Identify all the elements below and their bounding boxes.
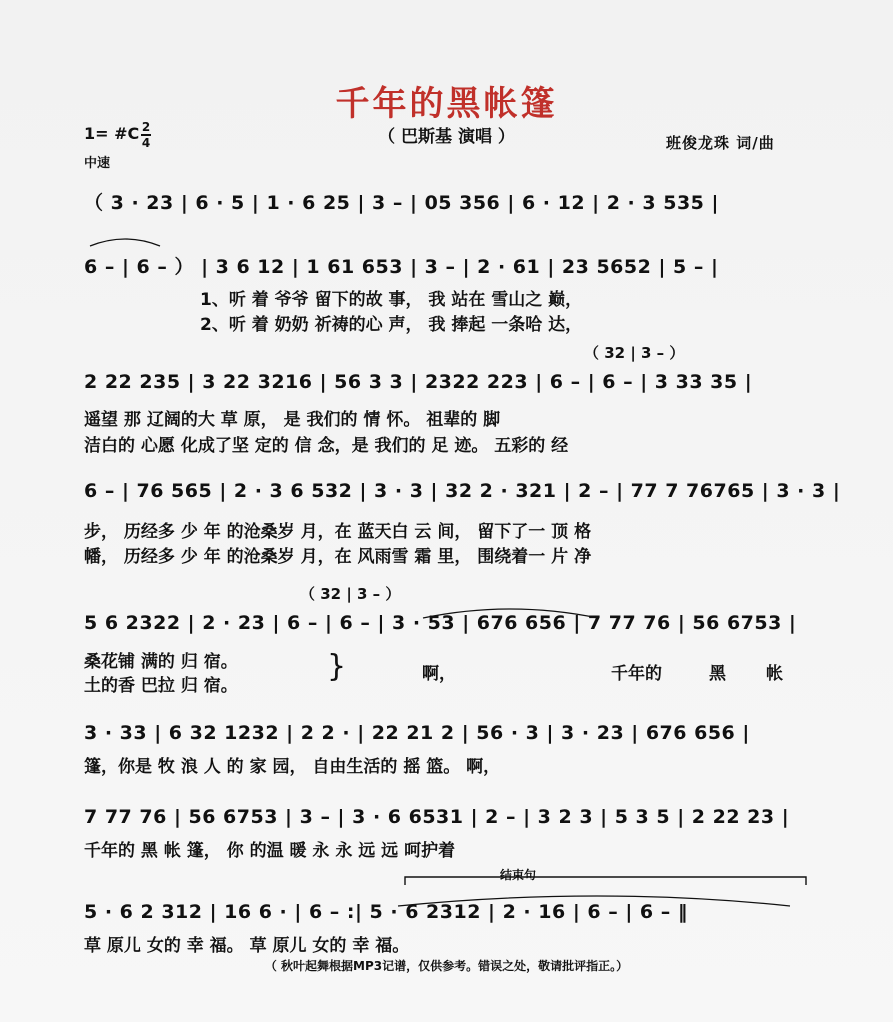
time-signature-top: 2 bbox=[141, 120, 151, 134]
lyric-row-7: 千年的 黑 帐 篷， 你 的温 暖 永 永 远 远 呵护着 bbox=[84, 841, 456, 861]
slur-row-2 bbox=[90, 239, 160, 246]
verse-brace: } bbox=[327, 649, 347, 684]
lyric-row-2-verse-1: 1、听 着 爷爷 留下的故 事， 我 站在 雪山之 巅， bbox=[200, 290, 583, 310]
ending-label: 结束句 bbox=[500, 868, 537, 882]
ending-bracket bbox=[405, 877, 806, 885]
lyric-row-5-mid-2: 千年的 bbox=[611, 664, 662, 684]
slur-row-5 bbox=[423, 609, 598, 618]
slur-row-8 bbox=[398, 896, 790, 906]
lyric-row-5-mid-3: 黑 bbox=[709, 664, 726, 684]
lyric-row-4-verse-2: 幡， 历经多 少 年 的沧桑岁 月，在 风雨雪 霜 里， 围绕着一 片 净 bbox=[84, 547, 592, 567]
time-signature-bottom: 4 bbox=[141, 135, 151, 150]
lyric-row-5-mid-1: 啊， bbox=[422, 664, 456, 684]
lyric-row-4-verse-1: 步， 历经多 少 年 的沧桑岁 月，在 蓝天白 云 间， 留下了一 顶 格 bbox=[84, 522, 592, 542]
notation-row-8: 5 · 6 2 312 | 16 6 · | 6 – :| 5 · 6 2312 | 2 · 16 | 6 – | 6 – ‖ bbox=[84, 901, 688, 923]
lyric-row-8: 草 原儿 女的 幸 福。 草 原儿 女的 幸 福。 bbox=[84, 936, 410, 956]
footer-note: （ 秋叶起舞根据MP3记谱，仅供参考。错误之处，敬请批评指正。） bbox=[264, 959, 629, 973]
singer-credit: （ 巴斯基 演唱 ） bbox=[378, 127, 515, 147]
tempo-marking: 中速 bbox=[84, 156, 111, 171]
notation-row-6: 3 · 33 | 6 32 1232 | 2 2 · | 22 21 2 | 56 · 3 | 3 · 23 | 676 656 | bbox=[84, 722, 750, 744]
page-title: 千年的黑帐篷 bbox=[335, 84, 558, 124]
lyric-row-2-verse-2: 2、听 着 奶奶 祈祷的心 声， 我 捧起 一条哈 达， bbox=[200, 315, 583, 335]
lyric-row-3-verse-2: 洁白的 心愿 化成了坚 定的 信 念，是 我们的 足 迹。 五彩的 经 bbox=[84, 436, 569, 456]
lyric-row-5-verse-2: 土的香 巴拉 归 宿。 bbox=[84, 676, 238, 696]
notation-row-5: 5 6 2322 | 2 · 23 | 6 – | 6 – | 3 · 53 | 676 656 | 7 77 76 | 56 6753 | bbox=[84, 612, 797, 634]
marker-row-3: （ 32 | 3 – ） bbox=[584, 344, 685, 362]
key-signature: 1= #C bbox=[84, 124, 140, 143]
lyric-row-5-mid-4: 帐 bbox=[766, 664, 783, 684]
author-credit: 班俊龙珠 词/曲 bbox=[666, 134, 775, 152]
marker-row-5: （ 32 | 3 – ） bbox=[300, 585, 401, 603]
notation-row-7: 7 77 76 | 56 6753 | 3 – | 3 · 6 6531 | 2 – | 3 2 3 | 5 3 5 | 2 22 23 | bbox=[84, 806, 790, 828]
lyric-row-5-verse-1: 桑花铺 满的 归 宿。 bbox=[84, 652, 238, 672]
notation-row-2: 6 – | 6 – ） | 3 6 12 | 1 61 653 | 3 – | 2 · 61 | 23 5652 | 5 – | bbox=[84, 256, 719, 278]
lyric-row-6: 篷，你是 牧 浪 人 的 家 园， 自由生活的 摇 篮。 啊， bbox=[84, 757, 501, 777]
notation-row-4: 6 – | 76 565 | 2 · 3 6 532 | 3 · 3 | 32 2 · 321 | 2 – | 77 7 76765 | 3 · 3 | bbox=[84, 480, 841, 502]
notation-row-3: 2 22 235 | 3 22 3216 | 56 3 3 | 2322 223 | 6 – | 6 – | 3 33 35 | bbox=[84, 371, 753, 393]
notation-row-1: （ 3 · 23 | 6 · 5 | 1 · 6 25 | 3 – | 05 356 | 6 · 12 | 2 · 3 535 | bbox=[84, 192, 719, 214]
lyric-row-3-verse-1: 遥望 那 辽阔的大 草 原， 是 我们的 情 怀。 祖辈的 脚 bbox=[84, 410, 501, 430]
